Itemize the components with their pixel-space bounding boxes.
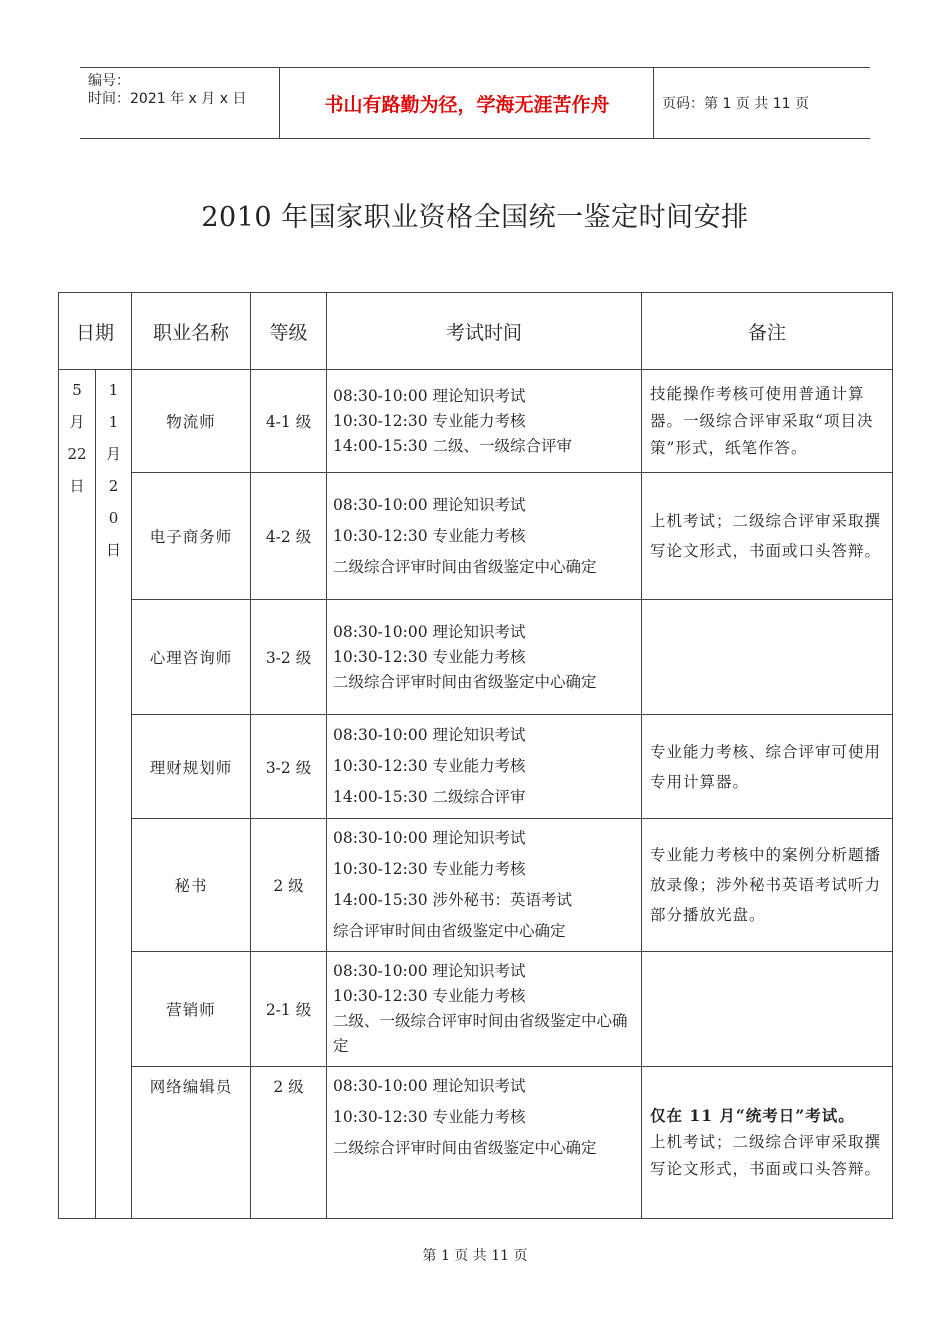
level-cell: 2 级 (251, 1067, 327, 1219)
note-cell (642, 952, 893, 1067)
document-title: 2010 年国家职业资格全国统一鉴定时间安排 (201, 202, 749, 233)
header-time: 考试时间 (327, 293, 642, 370)
note-cell (642, 1067, 893, 1219)
exam-time-line: 08:30-10:00 理论知识考试 (333, 962, 526, 980)
exam-time-cell (327, 715, 642, 819)
table-row (59, 370, 893, 473)
exam-time-line: 14:00-15:30 涉外秘书：英语考试 (333, 891, 573, 909)
occupation-cell: 心理咨询师 (132, 600, 251, 715)
date-char: 1 (108, 413, 119, 431)
occupation-cell: 秘书 (132, 819, 251, 952)
table-row (59, 600, 893, 715)
exam-time-cell (327, 952, 642, 1067)
table-row (59, 952, 893, 1067)
exam-time-line: 08:30-10:00 理论知识考试 (333, 495, 526, 514)
date-char: 2 (108, 477, 119, 495)
exam-time-line: 10:30-12:30 专业能力考核 (333, 1108, 526, 1126)
level-cell: 4-1 级 (251, 370, 327, 473)
note-cell (642, 819, 893, 952)
exam-time-line: 二级综合评审时间由省级鉴定中心确定 (333, 672, 597, 691)
note-text: 上机考试；二级综合评审采取撰写论文形式，书面或口头答辩。 (650, 1133, 882, 1178)
occupation-cell: 网络编辑员 (132, 1067, 251, 1219)
header-meta (80, 68, 280, 138)
exam-time-line: 08:30-10:00 理论知识考试 (333, 829, 526, 847)
exam-time-line: 14:00-15:30 二级综合评审 (333, 788, 526, 806)
schedule-table (58, 292, 893, 1219)
level-cell: 2 级 (251, 819, 327, 952)
note-text: 专业能力考核中的案例分析题播放录像；涉外秘书英语考试听力部分播放光盘。 (650, 846, 882, 924)
note-cell (642, 370, 893, 473)
page-header (80, 67, 870, 139)
exam-time-line: 二级、一级综合评审时间由省级鉴定中心确定 (333, 1012, 628, 1055)
level-cell: 4-2 级 (251, 473, 327, 600)
date-char: 日 (106, 541, 122, 559)
date-char: 1 (108, 381, 119, 399)
exam-time-line: 综合评审时间由省级鉴定中心确定 (333, 922, 566, 940)
note-cell (642, 600, 893, 715)
header-motto: 书山有路勤为径，学海无涯苦作舟 (281, 68, 654, 138)
note-emphasis: 仅在 11 月“统考日”考试。 (650, 1106, 855, 1125)
table-row (59, 715, 893, 819)
exam-time-line: 10:30-12:30 专业能力考核 (333, 757, 526, 775)
exam-time-line: 二级综合评审时间由省级鉴定中心确定 (333, 557, 597, 576)
table-row (59, 473, 893, 600)
exam-time-line: 10:30-12:30 专业能力考核 (333, 987, 526, 1005)
note-cell (642, 473, 893, 600)
exam-time-line: 10:30-12:30 专业能力考核 (333, 526, 526, 545)
occupation-cell: 物流师 (132, 370, 251, 473)
exam-time-cell (327, 370, 642, 473)
table-row (59, 819, 893, 952)
table-row (59, 1067, 893, 1219)
exam-time-line: 14:00-15:30 二级、一级综合评审 (333, 436, 573, 455)
occupation-cell: 营销师 (132, 952, 251, 1067)
exam-time-line: 08:30-10:00 理论知识考试 (333, 726, 526, 744)
page-footer: 第 1 页 共 11 页 (422, 1248, 528, 1264)
level-cell: 2-1 级 (251, 952, 327, 1067)
occupation-cell: 电子商务师 (132, 473, 251, 600)
exam-time-line: 10:30-12:30 专业能力考核 (333, 860, 526, 878)
occupation-cell: 理财规划师 (132, 715, 251, 819)
code-label: 编号： (88, 73, 130, 89)
header-page-number: 页码：第 1 页 共 11 页 (662, 96, 809, 112)
time-label: 时间：2021 年 x 月 x 日 (88, 91, 247, 107)
note-text: 专业能力考核、综合评审可使用专用计算器。 (650, 742, 882, 791)
header-note: 备注 (642, 293, 893, 370)
date-char: 5 (72, 381, 82, 399)
level-cell: 3-2 级 (251, 600, 327, 715)
exam-time-cell (327, 600, 642, 715)
exam-time-line: 08:30-10:00 理论知识考试 (333, 386, 526, 405)
date-char: 0 (108, 509, 119, 527)
exam-time-cell (327, 1067, 642, 1219)
exam-time-cell (327, 819, 642, 952)
date-char: 月 (69, 413, 85, 431)
date-char: 月 (106, 445, 122, 463)
note-text: 上机考试；二级综合评审采取撰写论文形式，书面或口头答辩。 (650, 512, 882, 560)
header-occupation: 职业名称 (132, 293, 251, 370)
exam-time-line: 08:30-10:00 理论知识考试 (333, 1077, 526, 1095)
exam-time-line: 10:30-12:30 专业能力考核 (333, 647, 526, 666)
level-cell: 3-2 级 (251, 715, 327, 819)
header-level: 等级 (251, 293, 327, 370)
date-char: 22 (67, 445, 87, 463)
note-text: 技能操作考核可使用普通计算器。一级综合评审采取“项目决策”形式，纸笔作答。 (650, 384, 874, 457)
date-may-22 (59, 370, 96, 1219)
note-cell (642, 715, 893, 819)
exam-time-cell (327, 473, 642, 600)
table-header-row (59, 293, 893, 370)
header-date: 日期 (59, 293, 132, 370)
date-char: 日 (69, 477, 85, 495)
exam-time-line: 二级综合评审时间由省级鉴定中心确定 (333, 1139, 597, 1157)
exam-time-line: 10:30-12:30 专业能力考核 (333, 411, 526, 430)
date-nov-20 (96, 370, 132, 1219)
exam-time-line: 08:30-10:00 理论知识考试 (333, 622, 526, 641)
